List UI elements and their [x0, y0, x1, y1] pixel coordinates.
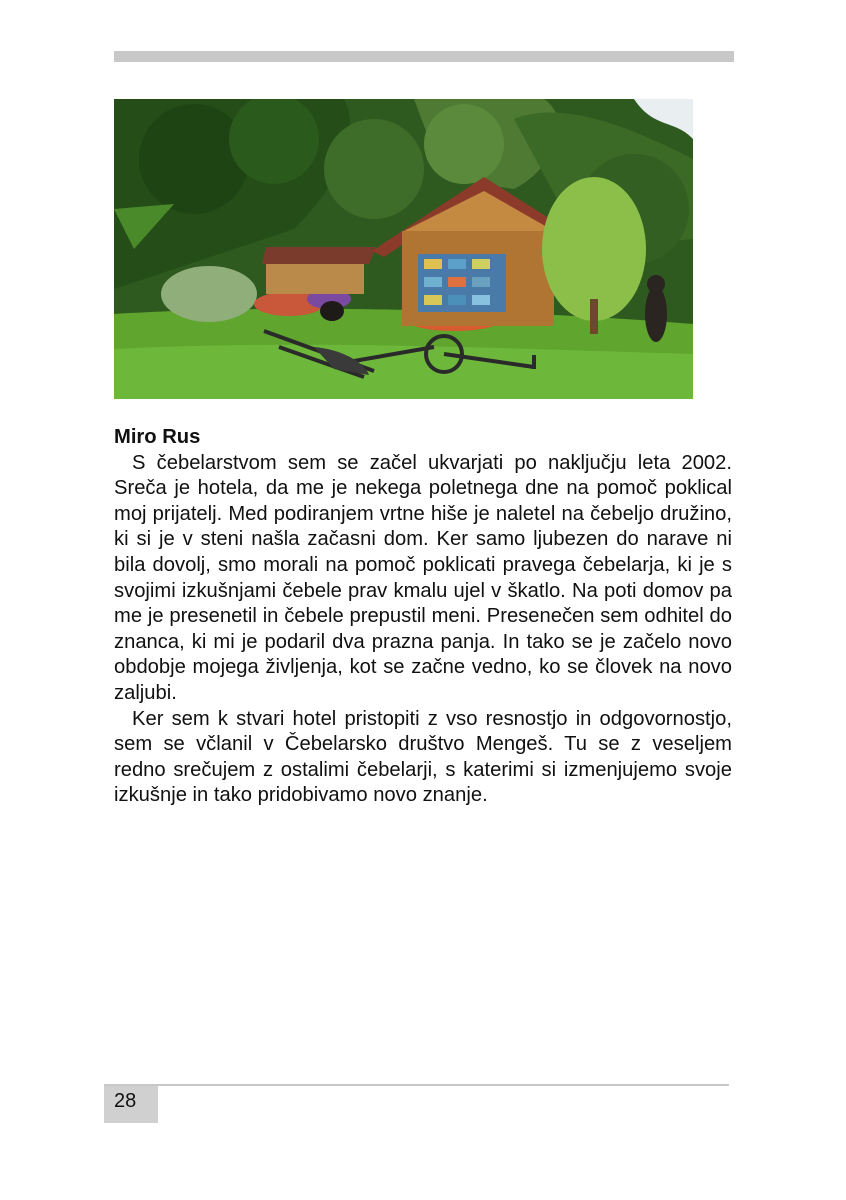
page-number-box	[104, 1086, 158, 1123]
article-paragraph-1: S čebelarstvom sem se začel ukvarjati po naključju leta 2002. Sreča je hotela, da me je nekega poletnega dne na pomoč poklical moj prijatelj. Med podiranjem vrtne hiše je naletel na čebeljo družino, ki si je v steni našla začasni dom. Ker samo ljubezen do narave ni bila dovolj, smo morali na pomoč poklicati pravega čebelarja, ki je s svojimi izkušnjami čebele prav kmalu ujel v škatlo. Na poti domov pa me je presenetil in čebele prepustil meni. Presenečen sem odhitel do znanca, ki mi je podaril dva prazna panja. In tako se je začelo novo obdobje mojega življenja, kot se začne vedno, ko se človek na novo zaljubi.	[114, 451, 732, 704]
apiary-photo	[114, 99, 693, 399]
article-paragraph-2: Ker sem k stvari hotel pristopiti z vso resnostjo in odgovornostjo, sem se včlanil v Čebelarsko društvo Mengeš. Tu se z veseljem redno srečujem z ostalimi čebelarji, s katerimi si izmenjujemo svoje izkušnje in tako pridobivamo novo znanje.	[114, 707, 732, 807]
author-name: Miro Rus	[114, 426, 201, 448]
footer-rule	[104, 1084, 729, 1086]
header-rule	[114, 51, 734, 62]
page-number: 28	[114, 1090, 137, 1112]
article-text	[114, 425, 732, 809]
